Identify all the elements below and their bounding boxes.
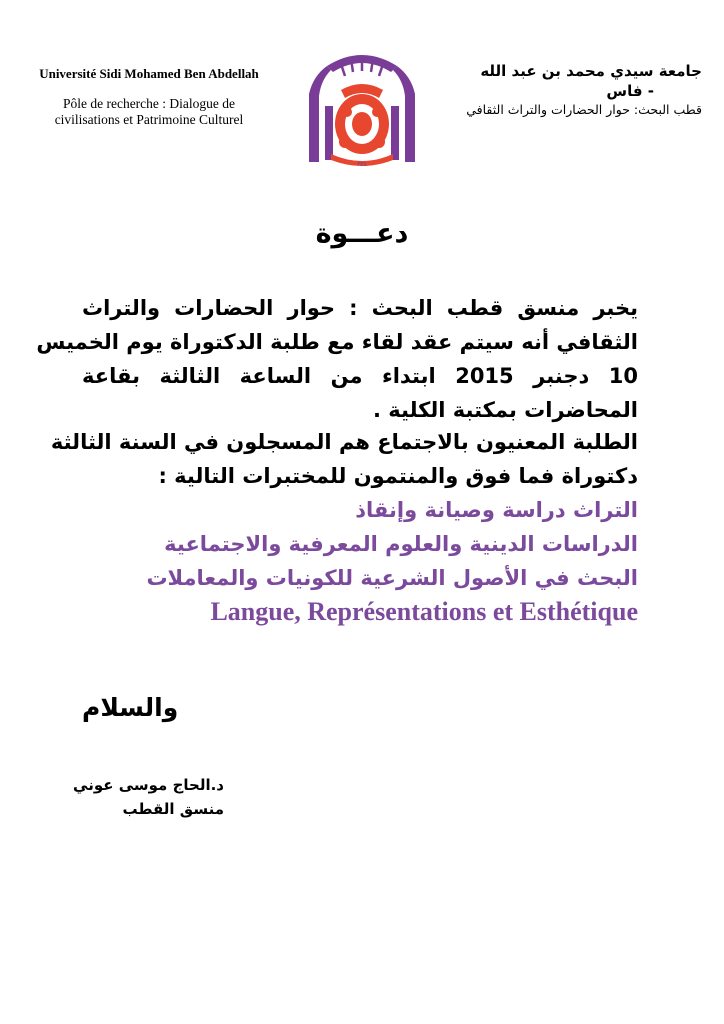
body-line-5: الطلبة المعنيون بالاجتماع هم المسجلون في السنة الثالثة: [50, 430, 638, 454]
emblem-caption: FES: [357, 162, 367, 168]
body-line-3: 10 دجنبر 2015 ابتداء من الساعة الثالثة بقاعة: [82, 364, 638, 388]
emblem-icon: [301, 50, 423, 168]
university-name-fr: Université Sidi Mohamed Ben Abdellah: [39, 66, 259, 81]
lab-item-3: البحث في الأصول الشرعية للكونيات والمعاملات: [146, 566, 638, 590]
university-name-ar: جامعة سيدي محمد بن عبد الله: [480, 62, 702, 80]
lab-item-2: الدراسات الدينية والعلوم المعرفية والاجتماعية: [164, 532, 638, 556]
pole-name-fr-line2: civilisations et Patrimoine Culturel: [54, 112, 244, 127]
body-line-6: دكتوراة فما فوق والمنتمون للمختبرات التالية :: [158, 464, 638, 488]
body-line-4: المحاضرات بمكتبة الكلية .: [373, 398, 638, 422]
closing-salutation: والسلام: [82, 693, 179, 722]
body-line-1: يخبر منسق قطب البحث : حوار الحضارات والتراث: [82, 296, 638, 320]
header-french: [14, 66, 284, 128]
city-ar: - فاس: [606, 82, 654, 100]
page-title: دعـــوة: [315, 218, 409, 249]
lab-item-1: التراث دراسة وصيانة وإنقاذ: [355, 498, 638, 522]
signature-role: منسق القطب: [122, 800, 224, 818]
body-line-2: الثقافي أنه سيتم عقد لقاء مع طلبة الدكتوراة يوم الخميس: [36, 330, 638, 354]
pole-name-fr-line1: Pôle de recherche : Dialogue de: [62, 96, 236, 111]
signature-name: د.الحاج موسى عوني: [73, 776, 224, 794]
pole-name-ar: قطب البحث: حوار الحضارات والتراث الثقافي: [466, 102, 702, 117]
header-arabic: [442, 60, 702, 119]
lab-item-fr: Langue, Représentations et Esthétique: [210, 597, 638, 626]
university-emblem: [301, 50, 423, 168]
